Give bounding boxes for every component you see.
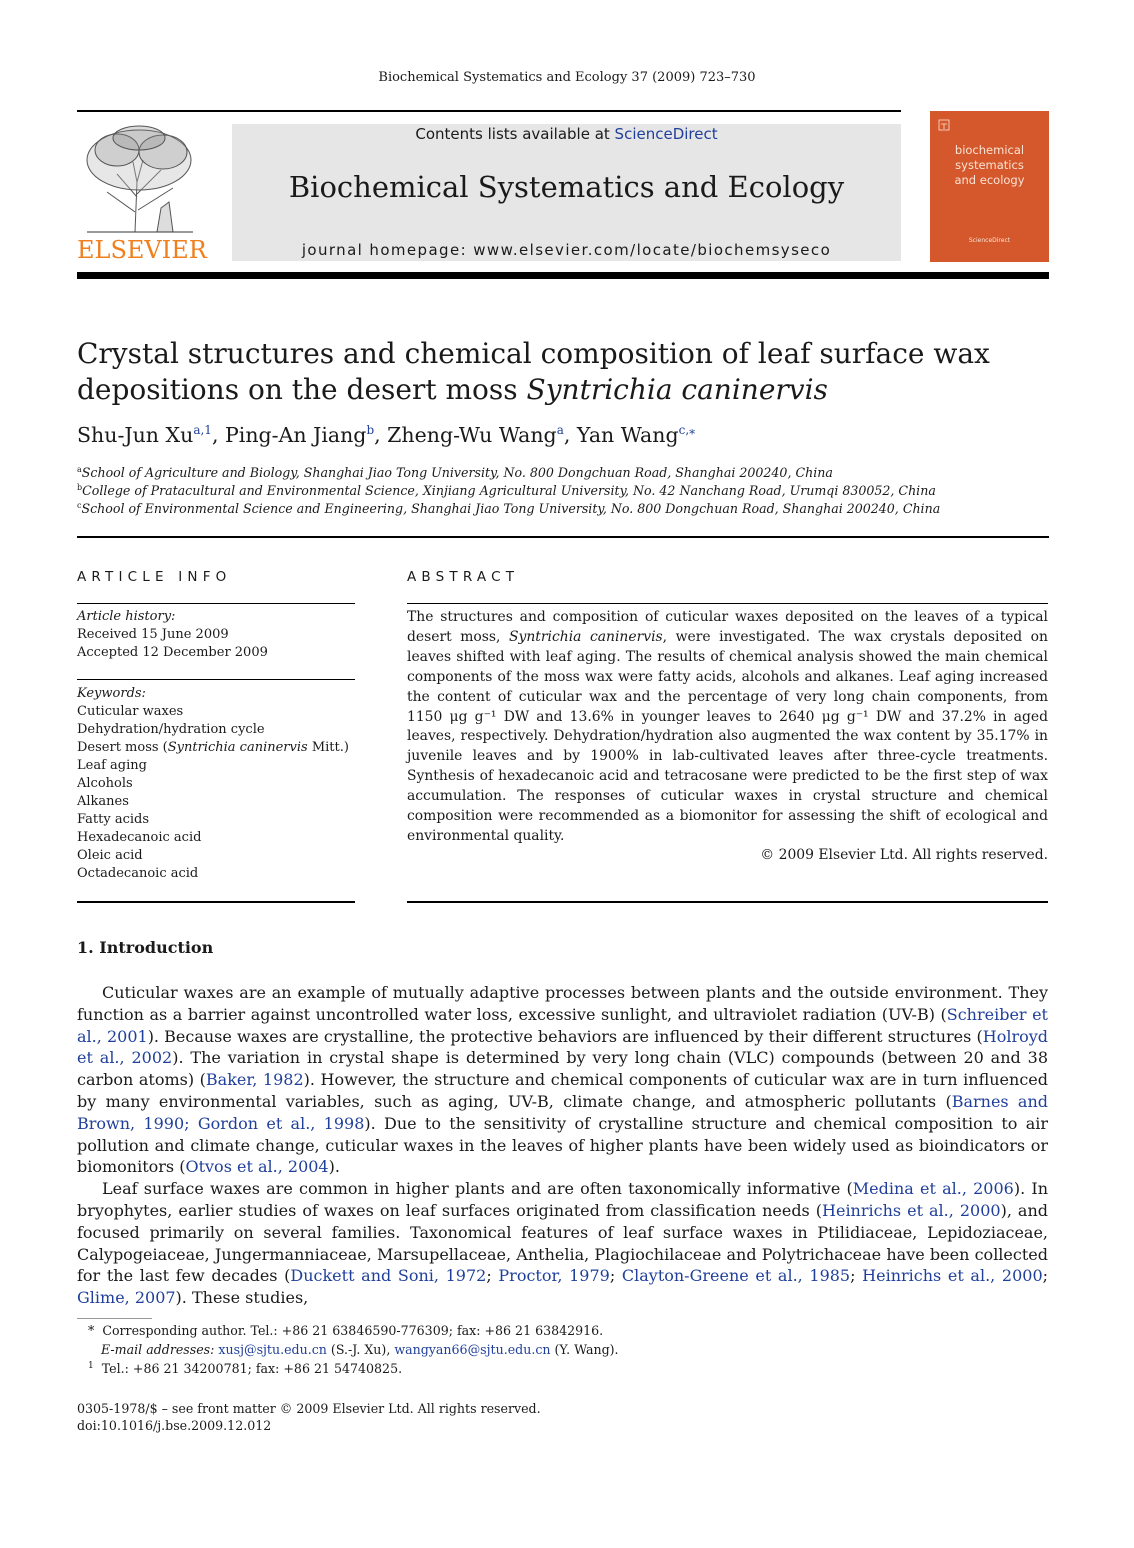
- cover-footer: ScienceDirect: [968, 237, 1011, 244]
- keywords-block: [77, 685, 349, 883]
- author-sep: ,: [211, 423, 225, 447]
- article-title: [77, 336, 1057, 408]
- author-sep: ,: [563, 423, 577, 447]
- cover-title-line: systematics: [955, 158, 1024, 172]
- journal-cover[interactable]: [930, 111, 1049, 262]
- footnote-1: [88, 1361, 402, 1376]
- keyword: Leaf aging: [77, 757, 147, 773]
- elsevier-wordmark: ELSEVIER: [77, 236, 207, 264]
- citation-link[interactable]: Proctor, 1979: [498, 1266, 610, 1286]
- section-divider: [77, 536, 1049, 538]
- footnote-star: *: [88, 1323, 103, 1338]
- affiliation: [77, 483, 936, 498]
- footnote-1-marker: 1: [88, 1361, 94, 1371]
- introduction-heading: 1. Introduction: [77, 938, 214, 957]
- tree-illustration-icon: [77, 122, 203, 234]
- author-affil-link[interactable]: c,⁎: [678, 423, 696, 438]
- running-header: Biochemical Systematics and Ecology 37 (2009) 723–730: [378, 70, 756, 85]
- title-species: Syntrichia caninervis: [526, 373, 828, 406]
- citation-link[interactable]: Heinrichs et al., 2000: [862, 1266, 1043, 1286]
- abstract-copyright: © 2009 Elsevier Ltd. All rights reserved.: [760, 847, 1048, 863]
- cover-title: [930, 143, 1049, 188]
- corresponding-text: Corresponding author. Tel.: +86 21 63846590-776309; fax: +86 21 63842916.: [102, 1323, 604, 1338]
- footnote-rule: [77, 1318, 152, 1319]
- abstract-text: The structures and composition of cuticular waxes deposited on the leaves of a typical desert moss, Syntrichia caninervis, were investigated. The wax crystals deposited on leaves shifted with leaf aging. The results of chemical analysis showed the main chemical components of the moss wax were fatty acids, alcohols and alkanes. Leaf aging increased the content of cuticular wax and the percentage of very long chain components, from 1150 μg g⁻¹ DW and 13.6% in younger leaves to 2640 μg g⁻¹ DW and 37.2% in aged leaves, respectively. Dehydration/hydration also augmented the wax content by 35.17% in juvenile leaves and by 1900% in lab-cultivated leaves after three-cycle treatments. Synthesis of hexadecanoic acid and tetracosane were predicted to be the first step of wax accumulation. The responses of cuticular waxes in crystal structure and chemical composition were recommended as a biomonitor for assessing the shift of ecological and environmental quality.: [407, 609, 1048, 844]
- species-name: Syntrichia caninervis: [509, 628, 663, 645]
- keyword: Hexadecanoic acid: [77, 829, 202, 845]
- corresponding-footnote: [88, 1323, 603, 1338]
- citation-link[interactable]: Barnes and Brown, 1990; Gordon et al., 1998: [77, 1091, 1048, 1133]
- citation-link[interactable]: Otvos et al., 2004: [185, 1157, 329, 1177]
- citation-link[interactable]: Glime, 2007: [77, 1288, 176, 1308]
- affiliation: [77, 501, 940, 516]
- email-owner: (Y. Wang).: [550, 1342, 619, 1357]
- abstract-rule: [407, 603, 1048, 604]
- citation-link[interactable]: Duckett and Soni, 1972: [290, 1266, 487, 1286]
- journal-homepage[interactable]: journal homepage: www.elsevier.com/locate/biochemsyseco: [301, 241, 832, 259]
- article-info-heading: ARTICLE INFO: [77, 569, 232, 585]
- author-affil-link[interactable]: b: [366, 423, 375, 438]
- header-rule: [77, 110, 901, 112]
- email-label: E-mail addresses:: [101, 1342, 219, 1357]
- history-label: Article history:: [77, 609, 176, 624]
- author-name: Shu-Jun Xu: [77, 423, 194, 447]
- masthead-thick-rule: [77, 272, 1049, 279]
- keywords-rule: [77, 679, 355, 680]
- keyword: Cuticular waxes: [77, 703, 184, 719]
- title-line-1: Crystal structures and chemical composition of leaf surface wax: [77, 337, 990, 370]
- issn-line: 0305-1978/$ – see front matter © 2009 Elsevier Ltd. All rights reserved.: [77, 1401, 541, 1416]
- keyword: Alcohols: [77, 775, 133, 791]
- footnote-1-text: Tel.: +86 21 34200781; fax: +86 21 54740825.: [101, 1361, 403, 1377]
- email-owner: (S.-J. Xu),: [326, 1342, 395, 1357]
- citation-link[interactable]: Baker, 1982: [205, 1070, 304, 1090]
- affiliation-marker: c: [77, 501, 82, 510]
- species-name: Syntrichia caninervis: [167, 739, 308, 755]
- author-sep: ,: [374, 423, 388, 447]
- citation-link[interactable]: Clayton-Greene et al., 1985: [621, 1266, 851, 1286]
- keyword: Dehydration/hydration cycle: [77, 721, 265, 737]
- keyword: Alkanes: [77, 793, 129, 809]
- keywords-label: Keywords:: [77, 685, 146, 701]
- affiliation: [77, 465, 833, 480]
- cover-tree-icon: [938, 119, 950, 131]
- affiliation-marker: a: [77, 465, 82, 474]
- keyword: Desert moss (Syntrichia caninervis Mitt.): [77, 739, 349, 755]
- keyword: Octadecanoic acid: [77, 865, 199, 881]
- contents-line: [232, 125, 901, 143]
- article-info-bottom-rule: [77, 901, 355, 903]
- cover-title-line: biochemical: [954, 143, 1025, 157]
- doi-line: doi:10.1016/j.bse.2009.12.012: [77, 1418, 272, 1433]
- affiliation-text: College of Pratacultural and Environmental Science, Xinjiang Agricultural University, No. 42 Nanchang Road, Urumqi 830052, China: [82, 483, 936, 499]
- citation-link[interactable]: Schreiber et al., 2001: [77, 1004, 1048, 1046]
- citation-link[interactable]: Holroyd et al., 2002: [77, 1026, 1048, 1068]
- journal-title: Biochemical Systematics and Ecology: [288, 170, 845, 204]
- email-link[interactable]: xusj@sjtu.edu.cn: [218, 1342, 327, 1357]
- author-name: Zheng-Wu Wang: [387, 423, 557, 447]
- author-affil-link[interactable]: a: [556, 423, 564, 438]
- paragraph: Leaf surface waxes are common in higher plants and are often taxonomically informative (Medina et al., 2006). In bryophytes, earlier studies of waxes on leaf surfaces originated from classification needs (Heinrichs et al., 2000), and focused primarily on several families. Taxonomical features of leaf surface waxes in Ptilidiaceae, Lepidoziaceae, Calypogeiaceae, Jungermanniaceae, Marsupellaceae, Anthelia, Plagiochilaceae and Polytrichaceae have been collected for the last few decades (Duckett and Soni, 1972; Proctor, 1979; Clayton-Greene et al., 1985; Heinrichs et al., 2000; Glime, 2007). These studies,: [77, 1179, 1049, 1308]
- author-name: Ping-An Jiang: [224, 423, 367, 447]
- article-info-rule: [77, 603, 355, 604]
- abstract-heading: ABSTRACT: [407, 569, 520, 585]
- author-affil-link[interactable]: a,1: [193, 423, 212, 438]
- elsevier-logo[interactable]: [77, 122, 207, 264]
- sciencedirect-link[interactable]: ScienceDirect: [614, 125, 718, 143]
- title-line-2: [77, 372, 1057, 408]
- contents-prefix: Contents lists available at: [415, 125, 615, 143]
- keyword: Fatty acids: [77, 811, 149, 827]
- affiliation-text: School of Agriculture and Biology, Shanghai Jiao Tong University, No. 800 Dongchuan Road, Shanghai 200240, China: [81, 465, 833, 481]
- author-name: Yan Wang: [576, 423, 679, 447]
- title-plain: depositions on the desert moss: [77, 373, 527, 406]
- affiliation-text: School of Environmental Science and Engineering, Shanghai Jiao Tong University, No. 800 Dongchuan Road, Shanghai 200240, China: [81, 501, 941, 517]
- cover-title-line: and ecology: [954, 173, 1025, 187]
- article-history: [77, 608, 268, 662]
- received-date: Received 15 June 2009: [77, 627, 229, 642]
- citation-link[interactable]: Heinrichs et al., 2000: [822, 1200, 1001, 1220]
- paragraph: Cuticular waxes are an example of mutually adaptive processes between plants and the outside environment. They function as a barrier against uncontrolled water loss, excessive sunlight, and ultraviolet radiation (UV-B) (Schreiber et al., 2001). Because waxes are crystalline, the protective behaviors are influenced by their different structures (Holroyd et al., 2002). The variation in crystal shape is determined by very long chain (VLC) compounds (between 20 and 38 carbon atoms) (Baker, 1982). However, the structure and chemical components of cuticular wax are in turn influenced by many environmental variables, such as aging, UV-B, climate change, and atmospheric pollutants (Barnes and Brown, 1990; Gordon et al., 1998). Due to the sensitivity of crystalline structure and chemical composition to air pollution and climate change, cuticular waxes in the leaves of higher plants have been widely used as bioindicators or biomonitors (Otvos et al., 2004).: [77, 983, 1048, 1177]
- email-link[interactable]: wangyan66@sjtu.edu.cn: [394, 1342, 551, 1357]
- affiliation-marker: b: [77, 483, 83, 492]
- keyword: Oleic acid: [77, 847, 143, 863]
- introduction-body: [77, 982, 1048, 1309]
- accepted-date: Accepted 12 December 2009: [77, 645, 268, 660]
- author-list: [77, 423, 695, 447]
- citation-link[interactable]: Medina et al., 2006: [852, 1179, 1014, 1199]
- email-footnote: [101, 1342, 619, 1357]
- abstract-bottom-rule: [407, 901, 1048, 903]
- front-matter: [77, 1400, 541, 1434]
